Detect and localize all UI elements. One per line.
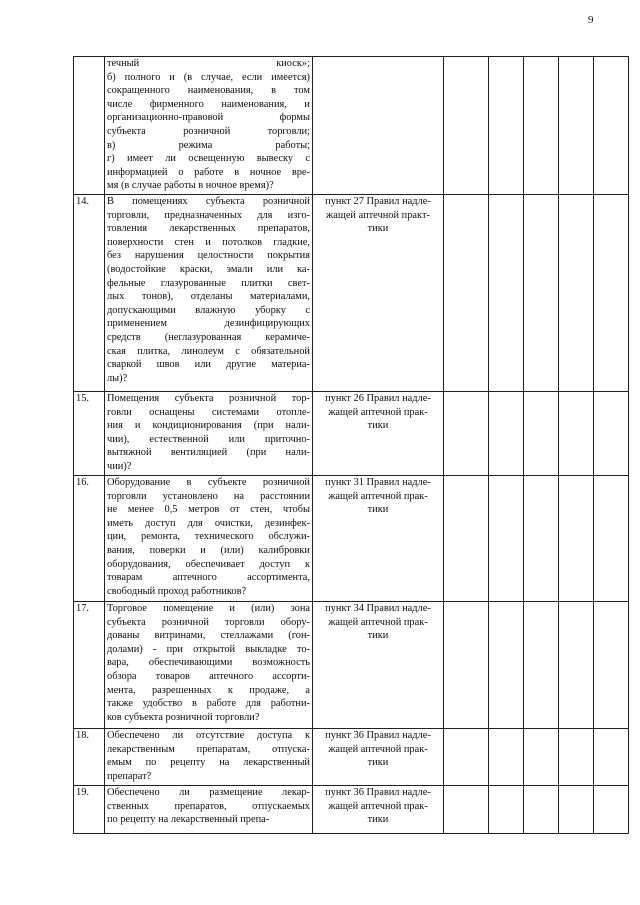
requirement-line: допускающими влажную уборку с <box>107 304 310 316</box>
requirement-text <box>105 57 313 195</box>
reference-line: тики <box>367 757 389 769</box>
table-row <box>74 392 629 476</box>
legal-reference <box>313 476 444 602</box>
answer-cell[interactable] <box>559 729 594 786</box>
reference-line: жащей аптечной прак- <box>328 406 428 418</box>
page-number: 9 <box>588 14 594 26</box>
requirement-line: в) режима работы; <box>107 139 310 151</box>
requirement-line: сокращенного наименования, в том <box>107 85 310 97</box>
requirement-text <box>105 729 313 786</box>
row-number: 17. <box>74 602 105 729</box>
reference-line: тики <box>367 504 389 516</box>
requirement-line: субъекта розничной торговли; <box>107 125 310 137</box>
reference-line: пункт 27 Правил надле- <box>325 196 431 207</box>
requirement-line: торговли установлено на расстоянии <box>107 490 310 502</box>
answer-cell[interactable] <box>444 786 489 834</box>
requirement-line: В помещениях субъекта розничной <box>107 196 310 207</box>
requirement-line: товления лекарственных препаратов, <box>107 223 310 235</box>
requirement-text <box>105 195 313 392</box>
requirement-line: емым по рецепту на лекарственный <box>107 757 310 769</box>
answer-cell[interactable] <box>594 57 629 195</box>
row-number: 15. <box>74 392 105 476</box>
legal-reference <box>313 195 444 392</box>
requirement-line: оборудования, обеспечивает доступ к <box>107 558 310 570</box>
answer-cell[interactable] <box>559 786 594 834</box>
requirement-line: б) полного и (в случае, если имеется) <box>107 71 310 83</box>
answer-cell[interactable] <box>524 57 559 195</box>
row-number: 14. <box>74 195 105 392</box>
requirement-line: без нарушения целостности покрытия <box>107 250 310 262</box>
requirement-line: иметь доступ для очистки, дезинфек- <box>107 517 310 529</box>
requirement-line: лекарственным препаратам, отпуска- <box>107 743 310 755</box>
answer-cell[interactable] <box>489 392 524 476</box>
answer-cell[interactable] <box>524 476 559 602</box>
requirement-line: ков субъекта розничной торговли? <box>107 711 260 723</box>
requirement-line: Обеспечено ли размещение лекар- <box>107 787 310 798</box>
requirement-line: долами) - при открытой выкладке то- <box>107 643 310 655</box>
requirement-line: фельные глазурованные плитки свет- <box>107 277 310 289</box>
requirement-line: мента, разрешенных к продаже, а <box>107 684 310 696</box>
requirement-line: средств (неглазурованная керамиче- <box>107 331 310 343</box>
table-row <box>74 195 629 392</box>
answer-cell[interactable] <box>559 392 594 476</box>
requirement-line: течный киоск»; <box>107 58 310 69</box>
reference-line: жащей аптечной прак- <box>328 616 428 628</box>
answer-cell[interactable] <box>489 57 524 195</box>
requirement-line: г) имеет ли освещенную вывеску с <box>107 153 310 165</box>
requirement-line: вара, обеспечивающими возможность <box>107 657 310 669</box>
row-number: 16. <box>74 476 105 602</box>
answer-cell[interactable] <box>559 57 594 195</box>
legal-reference <box>313 392 444 476</box>
reference-line: тики <box>367 814 389 826</box>
requirement-line: по рецепту на лекарственный препа- <box>107 814 270 826</box>
table-row <box>74 729 629 786</box>
requirement-line: лых тонов), отделаны материалами, <box>107 291 310 303</box>
requirement-text <box>105 392 313 476</box>
requirement-line: (водостойкие краски, эмали или ка- <box>107 263 310 275</box>
requirement-text <box>105 476 313 602</box>
reference-line: тики <box>367 630 389 642</box>
requirement-line: мя (в случае работы в ночное время)? <box>107 180 274 192</box>
legal-reference <box>313 786 444 834</box>
requirement-line: ния и кондиционирования (при нали- <box>107 420 310 432</box>
requirement-line: Помещения субъекта розничной тор- <box>107 393 310 404</box>
requirement-line: ская плитка, линолеум с обязательной <box>107 345 310 357</box>
answer-cell[interactable] <box>594 392 629 476</box>
reference-line: жащей аптечной практ- <box>326 209 430 221</box>
row-number <box>74 57 105 195</box>
requirement-line: поверхности стен и потолков гладкие, <box>107 236 310 248</box>
answer-cell[interactable] <box>444 729 489 786</box>
reference-line: пункт 36 Правил надле- <box>325 730 431 741</box>
requirement-line: ции, ремонта, технического обслужи- <box>107 531 310 543</box>
answer-cell[interactable] <box>489 602 524 729</box>
answer-cell[interactable] <box>444 602 489 729</box>
answer-cell[interactable] <box>444 392 489 476</box>
requirement-line: лы)? <box>107 372 128 384</box>
requirement-text <box>105 786 313 834</box>
answer-cell[interactable] <box>594 786 629 834</box>
requirement-line: Оборудование в субъекте розничной <box>107 477 310 488</box>
table-row <box>74 476 629 602</box>
requirement-line: дованы витринами, стеллажами (гон- <box>107 630 310 642</box>
answer-cell[interactable] <box>594 729 629 786</box>
answer-cell[interactable] <box>444 57 489 195</box>
answer-cell[interactable] <box>489 195 524 392</box>
requirement-line: также удобство в работе для работни- <box>107 698 310 710</box>
answer-cell[interactable] <box>524 392 559 476</box>
answer-cell[interactable] <box>489 476 524 602</box>
legal-reference <box>313 602 444 729</box>
requirement-line: свободный проход работников? <box>107 585 247 597</box>
answer-cell[interactable] <box>559 602 594 729</box>
requirement-line: ственных препаратов, отпускаемых <box>107 800 310 812</box>
requirement-line: чии)? <box>107 460 132 472</box>
answer-cell[interactable] <box>594 195 629 392</box>
answer-cell[interactable] <box>594 476 629 602</box>
requirement-text <box>105 602 313 729</box>
reference-line: пункт 34 Правил надле- <box>325 603 431 614</box>
answer-cell[interactable] <box>444 195 489 392</box>
requirement-line: Торговое помещение и (или) зона <box>107 603 310 614</box>
answer-cell[interactable] <box>489 729 524 786</box>
requirement-line: торговли, предназначенных для изго- <box>107 209 310 221</box>
answer-cell[interactable] <box>524 602 559 729</box>
requirement-line: не менее 0,5 метров от стен, чтобы <box>107 504 310 516</box>
answer-cell[interactable] <box>444 476 489 602</box>
answer-cell[interactable] <box>594 602 629 729</box>
reference-line: жащей аптечной прак- <box>328 743 428 755</box>
reference-line: пункт 36 Правил надле- <box>325 787 431 798</box>
reference-line: жащей аптечной прак- <box>328 490 428 502</box>
requirement-line: чии), естественной или приточно- <box>107 433 310 445</box>
requirement-line: числе фирменного наименования, и <box>107 98 310 110</box>
reference-line: жащей аптечной прак- <box>328 800 428 812</box>
answer-cell[interactable] <box>524 729 559 786</box>
requirement-line: обзора товаров аптечного ассорти- <box>107 670 310 682</box>
answer-cell[interactable] <box>559 476 594 602</box>
requirement-line: Обеспечено ли отсутствие доступа к <box>107 730 310 741</box>
legal-reference <box>313 729 444 786</box>
checklist-table <box>73 56 629 834</box>
reference-line: пункт 26 Правил надле- <box>325 393 431 404</box>
reference-line: тики <box>367 420 389 432</box>
row-number: 19. <box>74 786 105 834</box>
requirement-line: информацией о работе в ночное вре- <box>107 166 310 178</box>
answer-cell[interactable] <box>524 786 559 834</box>
requirement-line: препарат? <box>107 770 152 782</box>
requirement-line: вания, поверки и (или) калибровки <box>107 544 310 556</box>
requirement-line: говли оснащены системами отопле- <box>107 406 310 418</box>
legal-reference <box>313 57 444 195</box>
requirement-line: организационно-правовой формы <box>107 112 310 124</box>
requirement-line: сваркой швов или другие материа- <box>107 359 310 371</box>
reference-line: тики <box>367 223 389 235</box>
answer-cell[interactable] <box>489 786 524 834</box>
answer-cell[interactable] <box>524 195 559 392</box>
table-row <box>74 57 629 195</box>
table-row <box>74 786 629 834</box>
table-row <box>74 602 629 729</box>
requirement-line: субъекта розничной торговли обору- <box>107 616 310 628</box>
answer-cell[interactable] <box>559 195 594 392</box>
requirement-line: применением дезинфицирующих <box>107 318 310 330</box>
requirement-line: вытяжной вентиляцией (при нали- <box>107 447 310 459</box>
requirement-line: товарам аптечного ассортимента, <box>107 572 310 584</box>
reference-line: пункт 31 Правил надле- <box>325 477 431 488</box>
row-number: 18. <box>74 729 105 786</box>
